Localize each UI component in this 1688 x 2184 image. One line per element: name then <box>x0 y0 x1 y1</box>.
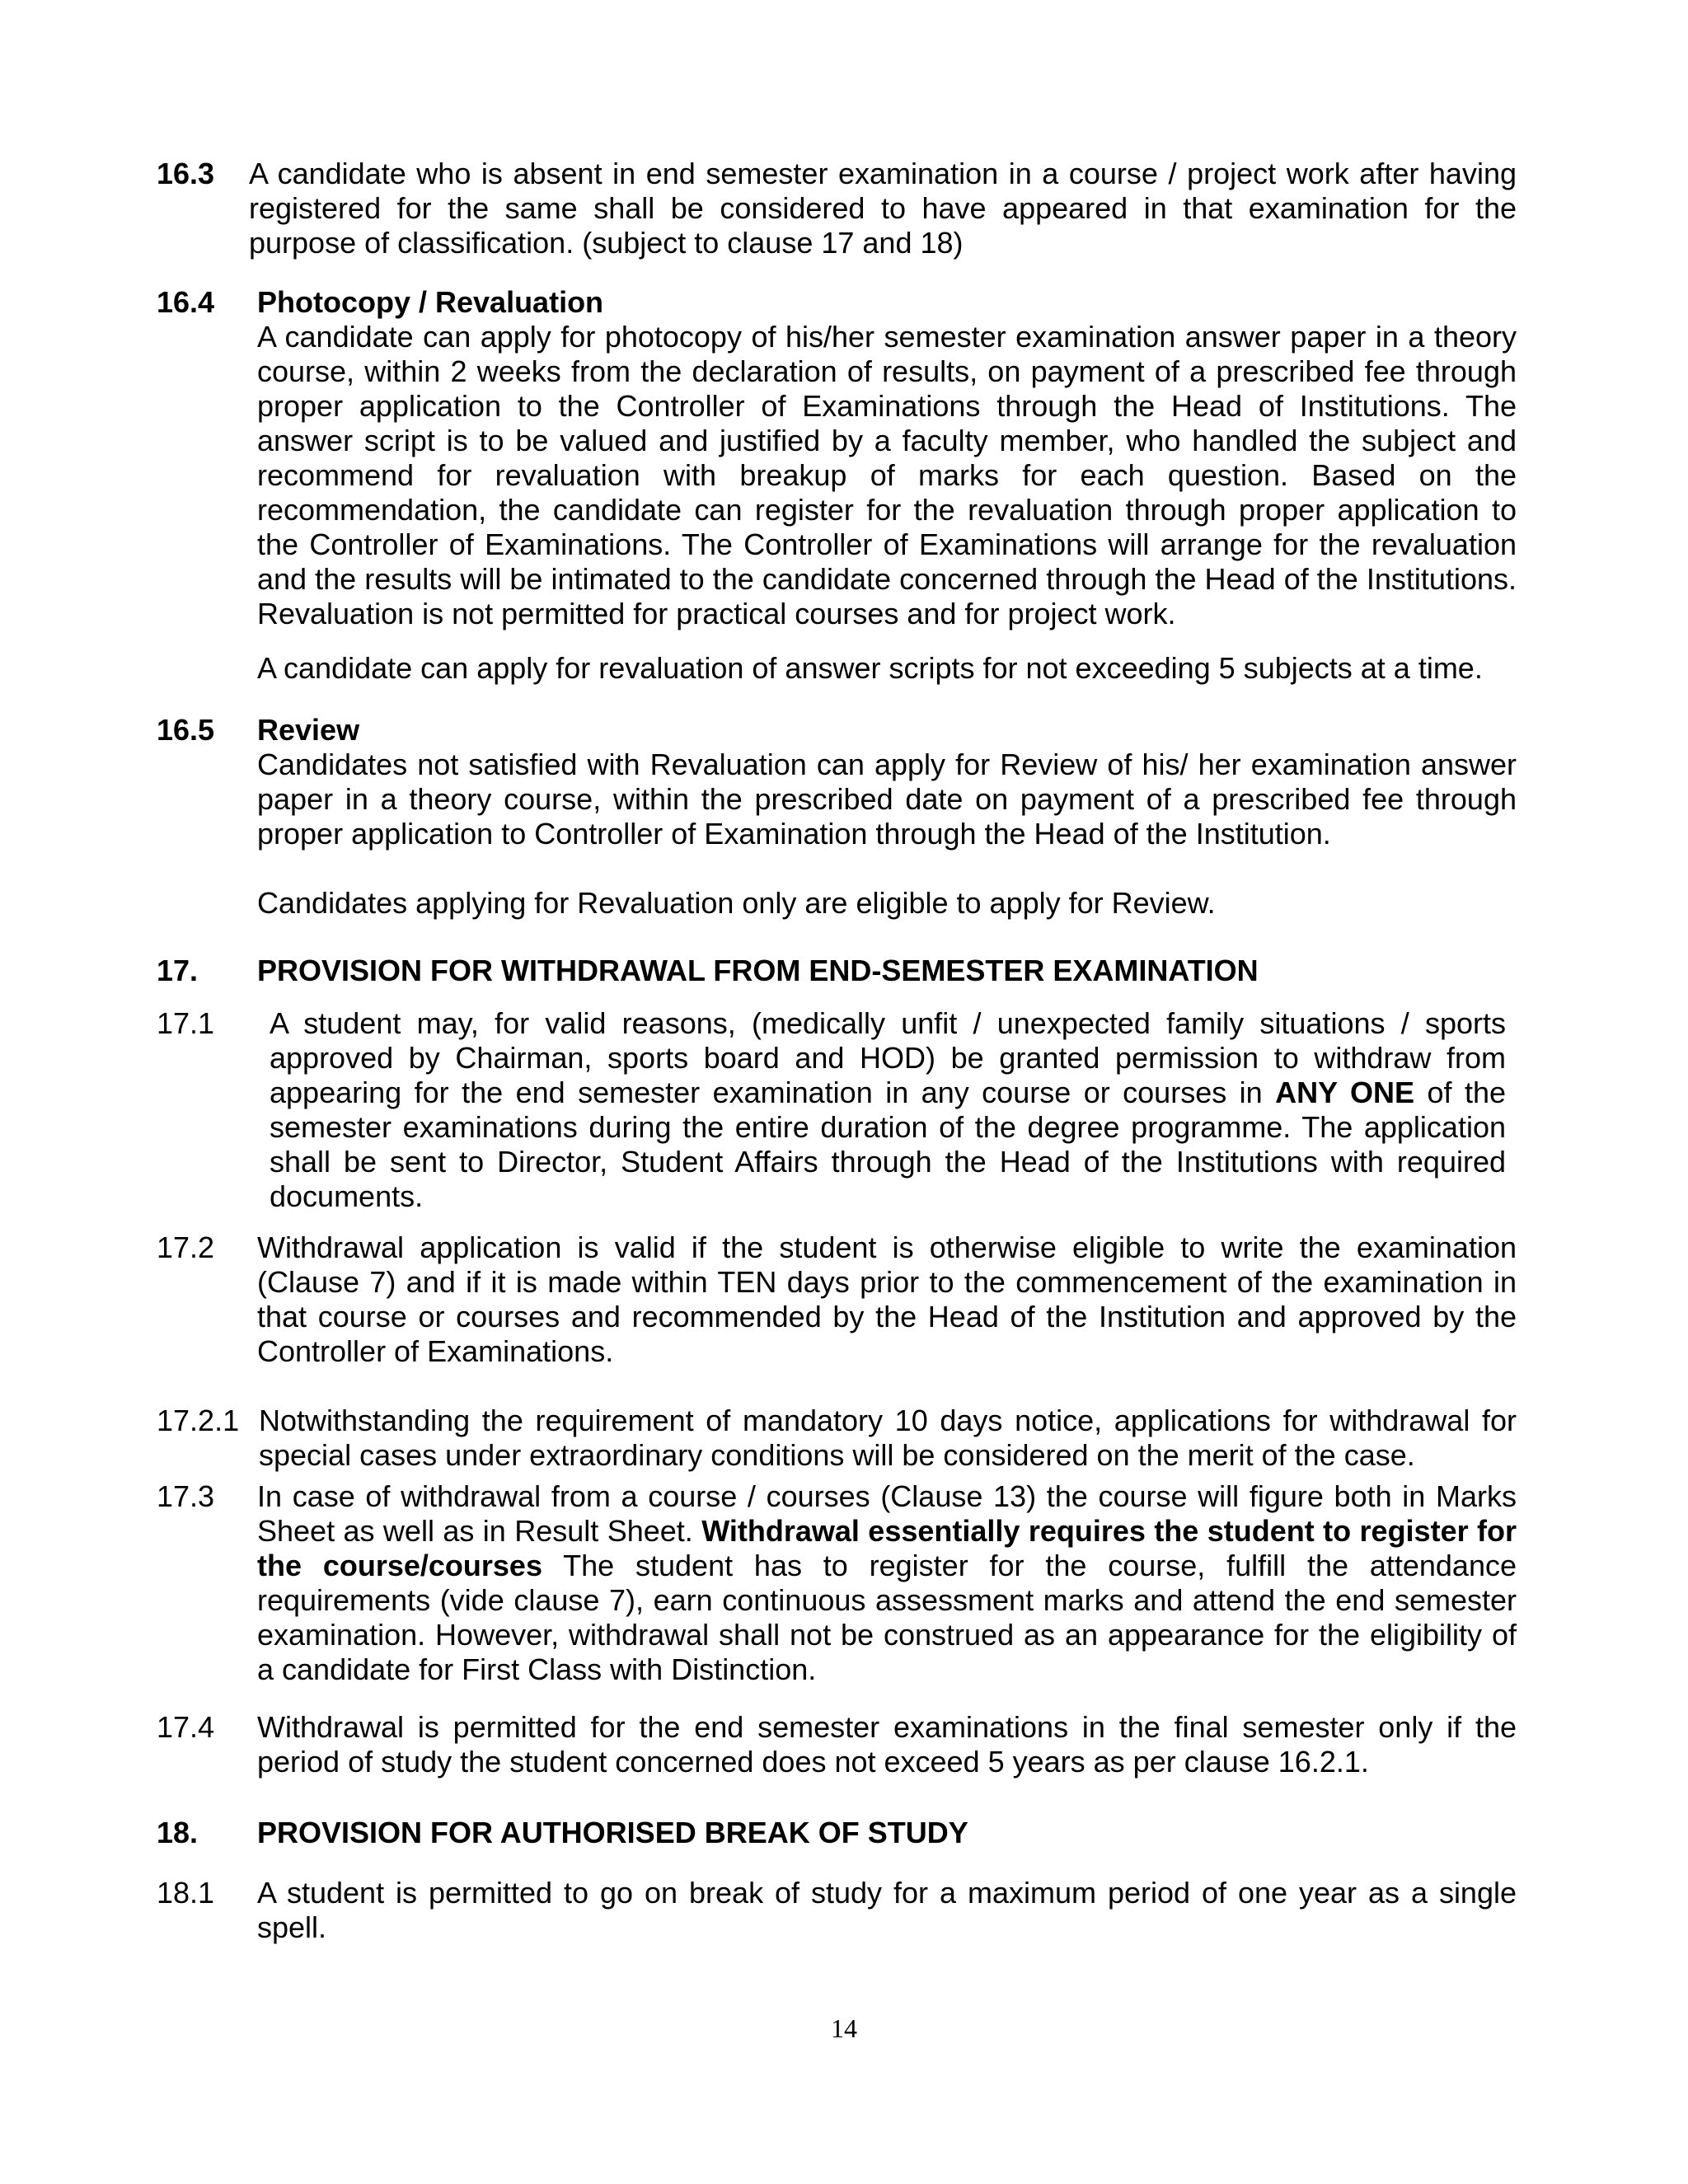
clause-heading: Photocopy / Revaluation <box>257 285 604 319</box>
clause-number: 17.4 <box>157 1710 215 1744</box>
clause-text: A candidate can apply for photocopy of his/her semester examination answer paper in a theory course, within 2 weeks from the declaration of results, on payment of a prescribed fee through proper application to the Controller of Examinations through the Head of Institutions. The answer script is to be valued and justified by a faculty member, who handled the subject and recommend for revaluation with breakup of marks for each question. Based on the recommendation, the candidate can register for the revaluation through proper application to the Controller of Examinations. The Controller of Examinations will arrange for the revaluation and the results will be intimated to the candidate concerned through the Head of the Institutions. Revaluation is not permitted for practical courses and for project work. <box>257 320 1517 630</box>
clause-number: 17.3 <box>157 1479 215 1513</box>
clause-17-2-1 <box>157 1404 1517 1473</box>
section-18-heading <box>157 1816 1517 1850</box>
clause-text: Withdrawal is permitted for the end semester examinations in the final semester only if the period of study the student concerned does not exceed 5 years as per clause 16.2.1. <box>257 1710 1517 1779</box>
clause-text: Candidates applying for Revaluation only are eligible to apply for Review. <box>257 886 1216 920</box>
emphasis-text: ANY ONE <box>1275 1076 1415 1109</box>
section-number: 18. <box>157 1816 199 1849</box>
clause-16-5 <box>157 713 1517 921</box>
page-number: 14 <box>831 2013 857 2043</box>
clause-number: 16.4 <box>157 285 215 319</box>
clause-number: 16.5 <box>157 713 215 747</box>
clause-17-1 <box>157 1006 1517 1214</box>
section-title: PROVISION FOR AUTHORISED BREAK OF STUDY <box>257 1816 968 1849</box>
clause-text: In case of withdrawal from a course / courses (Clause 13) the course will figure both in Marks Sheet as well as in Result Sheet. Withdrawal essentially requires the student to register for the course/courses The student has to register for the course, fulfill the attendance requirements (vide clause 7), earn continuous assessment marks and attend the end semester examination. However, withdrawal shall not be construed as an appearance for the eligibility of a candidate for First Class with Distinction. <box>257 1479 1517 1686</box>
clause-number: 17.1 <box>157 1006 215 1040</box>
clause-16-3 <box>157 157 1517 260</box>
section-17-heading <box>157 954 1517 988</box>
clause-heading: Review <box>257 713 360 747</box>
clause-text: Candidates not satisfied with Revaluation can apply for Review of his/ her examination answer paper in a theory course, within the prescribed date on payment of a prescribed fee through proper application to Controller of Examination through the Head of the Institution. <box>257 748 1517 851</box>
clause-16-4 <box>157 285 1517 686</box>
clause-number: 17.2.1 <box>157 1404 240 1437</box>
section-title: PROVISION FOR WITHDRAWAL FROM END-SEMESTER EXAMINATION <box>257 954 1259 987</box>
clause-number: 16.3 <box>157 157 215 190</box>
clause-number: 17.2 <box>157 1230 215 1264</box>
clause-text: A candidate can apply for revaluation of answer scripts for not exceeding 5 subjects at a time. <box>257 651 1483 685</box>
clause-number: 18.1 <box>157 1876 215 1910</box>
clause-17-3 <box>157 1479 1517 1687</box>
clause-17-4 <box>157 1710 1517 1779</box>
clause-text: A student is permitted to go on break of study for a maximum period of one year as a single spell. <box>257 1876 1517 1944</box>
clause-text: Withdrawal application is valid if the student is otherwise eligible to write the examination (Clause 7) and if it is made within TEN days prior to the commencement of the examination in that course or courses and recommended by the Head of the Institution and approved by the Controller of Examinations. <box>257 1230 1517 1368</box>
clause-17-2 <box>157 1230 1517 1369</box>
section-number: 17. <box>157 954 199 987</box>
clause-18-1 <box>157 1876 1517 1945</box>
clause-text: A candidate who is absent in end semester examination in a course / project work after having registered for the same shall be considered to have appeared in that examination for the purpose of classification. (subject to clause 17 and 18) <box>249 157 1517 260</box>
emphasis-text: Withdrawal essentially requires the student to register for the course/courses <box>257 1514 1517 1582</box>
clause-text: A student may, for valid reasons, (medically unfit / unexpected family situations / sports approved by Chairman, sports board and HOD) be granted permission to withdraw from appearing for the end semester examination in any course or courses in ANY ONE of the semester examinations during the entire duration of the degree programme. The application shall be sent to Director, Student Affairs through the Head of the Institutions with required documents. <box>270 1006 1507 1213</box>
clause-text: Notwithstanding the requirement of mandatory 10 days notice, applications for withdrawal for special cases under extraordinary conditions will be considered on the merit of the case. <box>259 1404 1517 1472</box>
